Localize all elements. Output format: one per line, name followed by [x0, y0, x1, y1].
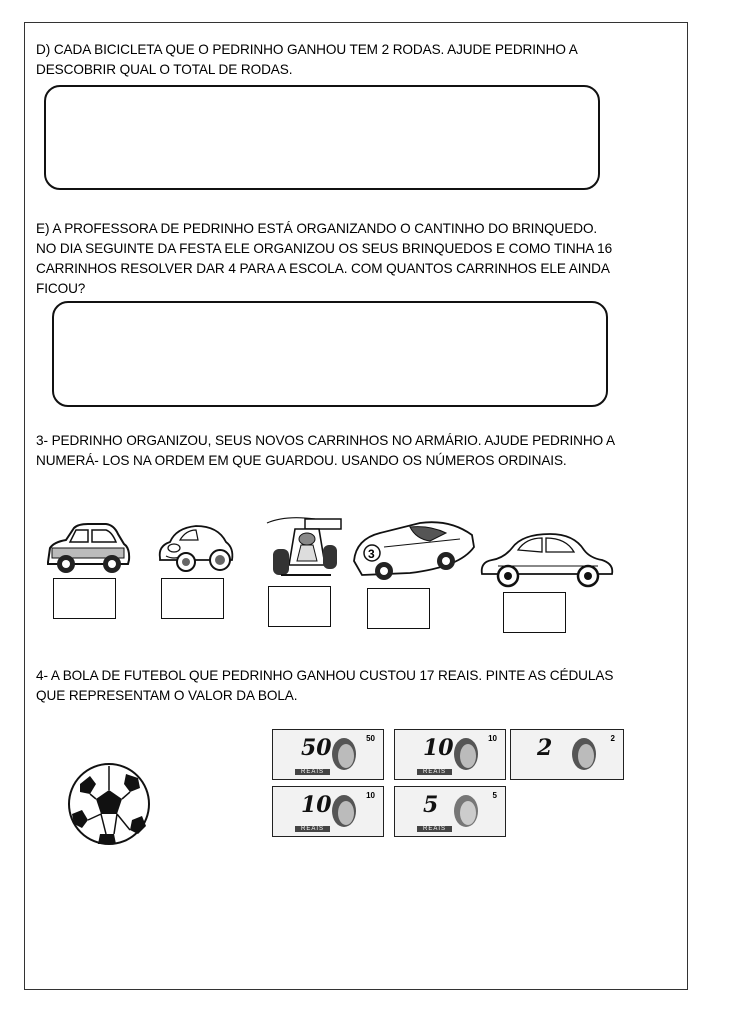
answer-box-e[interactable]	[52, 301, 608, 407]
question-3-line-1: 3- PEDRINHO ORGANIZOU, SEUS NOVOS CARRINHOS NO ARMÁRIO. AJUDE PEDRINHO A	[36, 433, 615, 448]
question-4-line-1: 4- A BOLA DE FUTEBOL QUE PEDRINHO GANHOU CUSTOU 17 REAIS. PINTE AS CÉDULAS	[36, 668, 614, 683]
question-d-line-2: DESCOBRIR QUAL O TOTAL DE RODAS.	[36, 62, 293, 77]
banknote-10-b-corner: 10	[366, 791, 375, 800]
banknote-2[interactable]	[510, 729, 624, 780]
soccer-ball-illustration	[66, 762, 152, 846]
banknote-2-corner: 2	[610, 734, 615, 743]
question-3-line-2: NUMERÁ- LOS NA ORDEM EM QUE GUARDOU. USANDO OS NÚMEROS ORDINAIS.	[36, 453, 567, 468]
question-e-line-2: NO DIA SEGUINTE DA FESTA ELE ORGANIZOU OS SEUS BRINQUEDOS E COMO TINHA 16	[36, 241, 613, 256]
effigy-portrait-icon	[449, 791, 483, 831]
question-e-line-3: CARRINHOS RESOLVER DAR 4 PARA A ESCOLA. COM QUANTOS CARRINHOS ELE AINDA	[36, 261, 610, 276]
car-4-race-sports-car-illustration	[350, 517, 478, 583]
banknote-10-a-corner: 10	[488, 734, 497, 743]
banknote-5-label: REAIS	[417, 826, 452, 832]
order-box-car-5[interactable]	[503, 592, 566, 633]
car-1-hatchback-illustration	[44, 522, 132, 576]
question-e-line-1: E) A PROFESSORA DE PEDRINHO ESTÁ ORGANIZANDO O CANTINHO DO BRINQUEDO.	[36, 221, 598, 236]
banknote-50-label: REAIS	[295, 769, 330, 775]
car-5-vw-beetle-illustration	[478, 530, 616, 588]
svg-text:3: 3	[368, 547, 375, 561]
effigy-portrait-icon	[567, 734, 601, 774]
banknote-10-a[interactable]	[394, 729, 506, 780]
banknote-10-a-value: 10	[423, 735, 454, 761]
order-box-car-1[interactable]	[53, 578, 116, 619]
banknote-10-a-label: REAIS	[417, 769, 452, 775]
question-d-line-1: D) CADA BICICLETA QUE O PEDRINHO GANHOU TEM 2 RODAS. AJUDE PEDRINHO A	[36, 42, 578, 57]
order-box-car-3[interactable]	[268, 586, 331, 627]
effigy-portrait-icon	[327, 734, 361, 774]
question-e-line-4: FICOU?	[36, 281, 86, 296]
banknote-10-b-label: REAIS	[295, 826, 330, 832]
banknote-10-b[interactable]	[272, 786, 384, 837]
banknote-50-corner: 50	[366, 734, 375, 743]
banknote-5[interactable]	[394, 786, 506, 837]
banknote-10-b-value: 10	[301, 792, 332, 818]
car-2-cartoon-beetle-illustration	[156, 522, 236, 574]
car-3-formula-racer-illustration	[265, 515, 345, 583]
effigy-portrait-icon	[327, 791, 361, 831]
banknote-5-corner: 5	[492, 791, 497, 800]
banknote-5-value: 5	[423, 792, 439, 818]
effigy-portrait-icon	[449, 734, 483, 774]
answer-box-d[interactable]	[44, 85, 600, 190]
question-4-line-2: QUE REPRESENTAM O VALOR DA BOLA.	[36, 688, 298, 703]
banknote-50-value: 50	[301, 735, 332, 761]
order-box-car-2[interactable]	[161, 578, 224, 619]
banknote-2-value: 2	[537, 735, 553, 761]
order-box-car-4[interactable]	[367, 588, 430, 629]
banknote-50[interactable]	[272, 729, 384, 780]
